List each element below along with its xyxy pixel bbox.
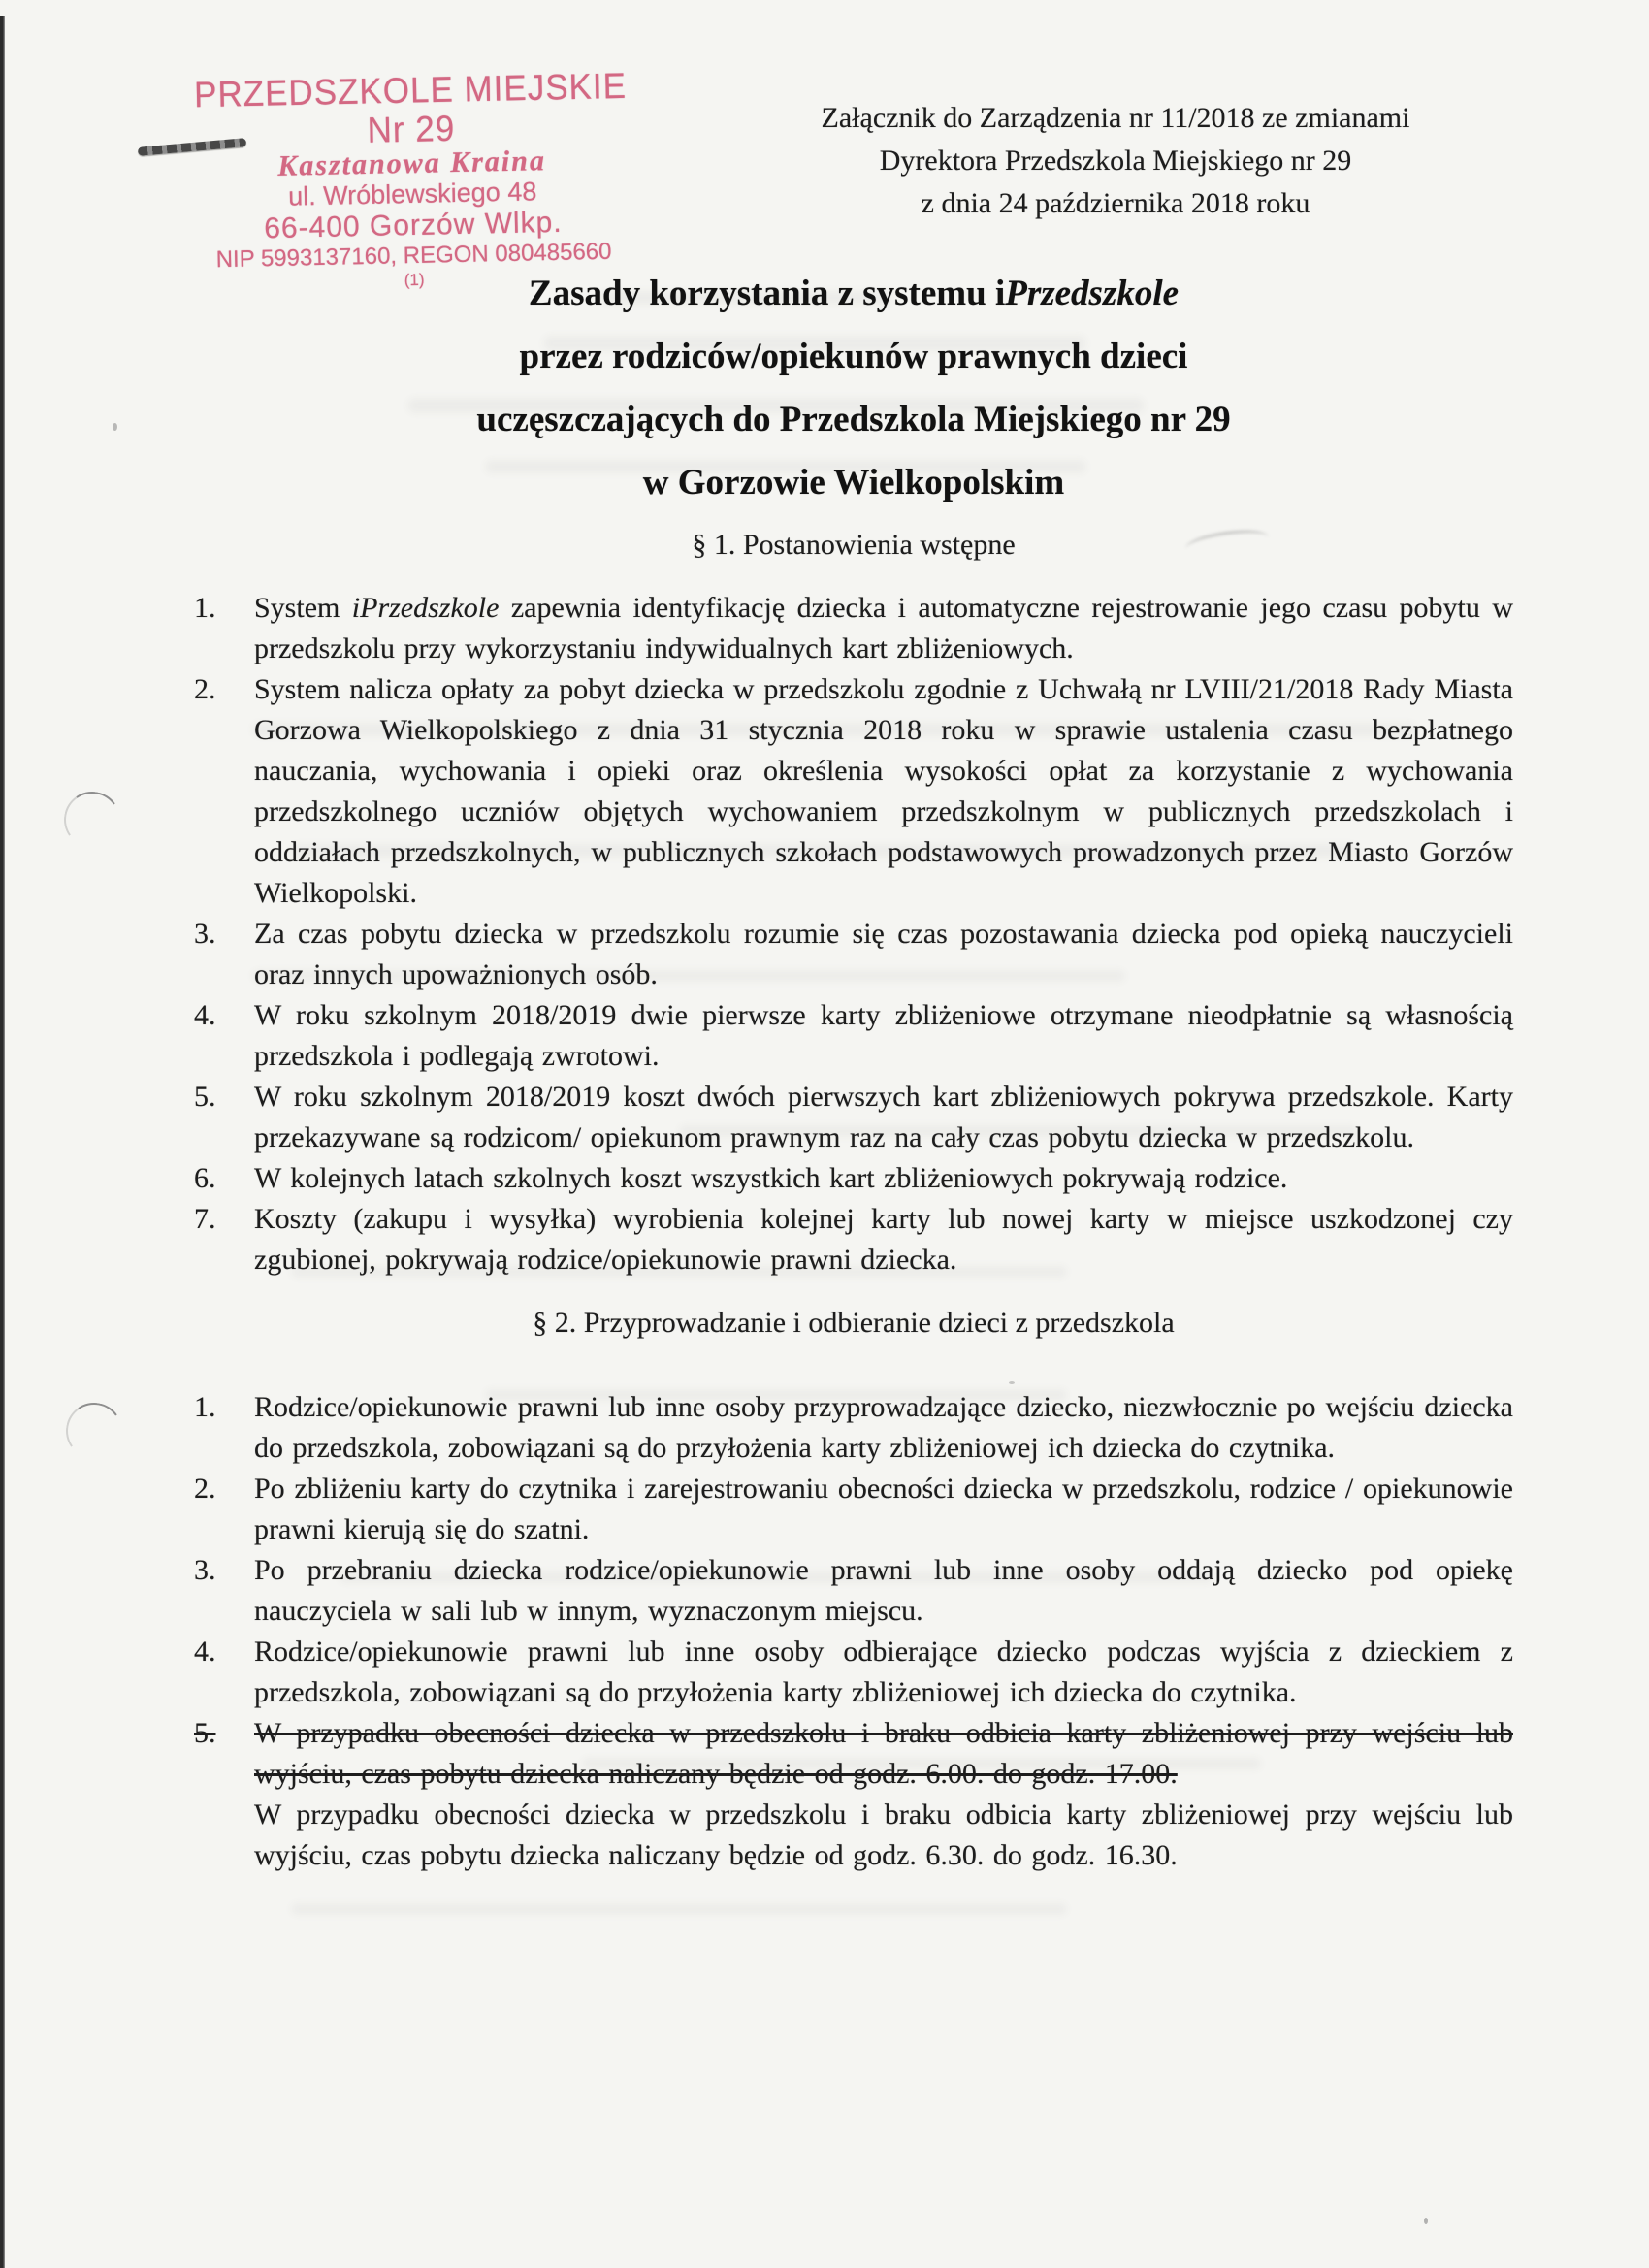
corrected-text: W przypadku obecności dziecka w przedszkolu i braku odbicia karty zbliżeniowej przy wejściu lub wyjściu, czas pobytu dziecka naliczany będzie od godz. 6.30. do godz. 16.30. xyxy=(254,1798,1513,1871)
list-item-number: 5. xyxy=(194,1081,216,1113)
scan-edge-artifact xyxy=(0,16,5,2268)
document-title-line: w Gorzowie Wielkopolskim xyxy=(642,463,1065,502)
attachment-reference xyxy=(776,97,1455,225)
document-title-line: uczęszczających do Przedszkola Miejskiego nr 29 xyxy=(476,400,1231,439)
list-item-text: System nalicza opłaty za pobyt dziecka w przedszkolu zgodnie z Uchwałą nr LVIII/21/2018 Rady Miasta Gorzowa Wielkopolskiego z dnia 31 stycznia 2018 roku w sprawie ustalenia czasu bezpłatnego nauczania, wychowania i opieki oraz określenia wysokości opłat za korzystanie z wychowania przedszkolnego uczniów objętych wychowaniem przedszkolnym w publicznych przedszkolach i oddziałach przedszkolnych, w publicznych szkołach podstawowych prowadzonych przez Miasto Gorzów Wielkopolski. xyxy=(254,673,1513,909)
attachment-line: Załącznik do Zarządzenia nr 11/2018 ze zmianami xyxy=(821,102,1410,134)
italic-system-name: iPrzedszkole xyxy=(351,592,500,624)
title-italic-word: Przedszkole xyxy=(1005,274,1180,313)
list-item-number: 7. xyxy=(194,1203,216,1235)
list-item xyxy=(194,1469,1513,1550)
list-item xyxy=(194,1550,1513,1632)
document-title-line: Zasady korzystania z systemu iPrzedszkole xyxy=(528,274,1180,313)
document-title-line: przez rodziców/opiekunów prawnych dzieci xyxy=(519,337,1188,376)
bleed-through-artifact xyxy=(291,1903,1067,1915)
list-item-number: 6. xyxy=(194,1162,216,1194)
list-item-text: W roku szkolnym 2018/2019 dwie pierwsze karty zbliżeniowe otrzymane nieodpłatnie są własnością przedszkola i podlegają zwrotowi. xyxy=(254,999,1513,1072)
document-body xyxy=(194,262,1513,1876)
list-item-number: 1. xyxy=(194,592,216,624)
struck-out-text: W przypadku obecności dziecka w przedszkolu i braku odbicia karty zbliżeniowej przy wejściu lub wyjściu, czas pobytu dziecka naliczany będzie od godz. 6.00. do godz. 17.00. xyxy=(254,1717,1513,1790)
list-item xyxy=(194,1077,1513,1158)
list-item-number: 4. xyxy=(194,1636,216,1668)
stamp-city: 66-400 Gorzów Wlkp. xyxy=(263,206,563,245)
section2-list xyxy=(194,1387,1513,1876)
stamp-footnote: (1) xyxy=(404,270,425,290)
section2-heading: § 2. Przyprowadzanie i odbieranie dzieci z przedszkola xyxy=(533,1307,1175,1339)
list-item-text: Koszty (zakupu i wysyłka) wyrobienia kolejnej karty lub nowej karty w miejsce uszkodzonej czy zgubionej, pokrywają rodzice/opiekunowie prawni dziecka. xyxy=(254,1203,1513,1276)
list-item xyxy=(194,588,1513,669)
list-item-number: 3. xyxy=(194,918,216,950)
list-item-text: Rodzice/opiekunowie prawni lub inne osoby odbierające dziecko podczas wyjścia z dzieckiem z przedszkola, zobowiązani są do przyłożenia karty zbliżeniowej ich dziecka do czytnika. xyxy=(254,1636,1513,1708)
stamp-school-motto: Kasztanowa Kraina xyxy=(276,145,547,182)
list-item-number-struck: 5. xyxy=(194,1717,216,1749)
list-item-text: Po zbliżeniu karty do czytnika i zarejestrowaniu obecności dziecka w przedszkolu, rodzice / opiekunowie prawni kierują się do szatni. xyxy=(254,1473,1513,1545)
list-item-number: 2. xyxy=(194,673,216,705)
ink-speck xyxy=(1424,2218,1428,2224)
stamp-nip-regon: NIP 5993137160, REGON 080485660 xyxy=(215,238,612,274)
list-item-number: 3. xyxy=(194,1554,216,1586)
stamp-street: ul. Wróblewskiego 48 xyxy=(287,177,537,211)
list-item-number: 4. xyxy=(194,999,216,1031)
list-item xyxy=(194,669,1513,914)
attachment-line: z dnia 24 października 2018 roku xyxy=(921,187,1310,219)
list-item-text: Po przebraniu dziecka rodzice/opiekunowie prawni lub inne osoby oddają dziecko pod opiekę nauczyciela w sali lub w innym, wyznaczonym miejscu. xyxy=(254,1554,1513,1627)
list-item-number: 1. xyxy=(194,1391,216,1423)
list-item xyxy=(194,995,1513,1077)
list-item xyxy=(194,914,1513,995)
list-item-text: System iPrzedszkole zapewnia identyfikację dziecka i automatyczne rejestrowanie jego czasu pobytu w przedszkolu przy wykorzystaniu indywidualnych kart zbliżeniowych. xyxy=(254,592,1513,664)
list-item xyxy=(194,1199,1513,1280)
list-item xyxy=(194,1158,1513,1199)
list-item-text: W roku szkolnym 2018/2019 koszt dwóch pierwszych kart zbliżeniowych pokrywa przedszkole. Karty przekazywane są rodzicom/ opiekunom prawnym raz na cały czas pobytu dziecka w przedszkolu. xyxy=(254,1081,1513,1153)
list-item xyxy=(194,1387,1513,1469)
ink-speck xyxy=(113,423,117,431)
section1-heading: § 1. Postanowienia wstępne xyxy=(692,529,1016,561)
list-item xyxy=(194,1632,1513,1713)
list-item-text: W kolejnych latach szkolnych koszt wszystkich kart zbliżeniowych pokrywają rodzice. xyxy=(254,1162,1288,1194)
list-item-number: 2. xyxy=(194,1473,216,1505)
stamp-school-name: PRZEDSZKOLE MIEJSKIE Nr 29 xyxy=(193,66,628,151)
list-item-text: Rodzice/opiekunowie prawni lub inne osoby przyprowadzające dziecko, niezwłocznie po wejściu dziecka do przedszkola, zobowiązani są do przyłożenia karty zbliżeniowej ich dziecka do czytnika. xyxy=(254,1391,1513,1464)
list-item-text: Za czas pobytu dziecka w przedszkolu rozumie się czas pozostawania dziecka pod opieką nauczycieli oraz innych upoważnionych osób. xyxy=(254,918,1513,990)
attachment-line: Dyrektora Przedszkola Miejskiego nr 29 xyxy=(879,145,1352,177)
hole-punch-mark xyxy=(59,787,124,852)
section1-list xyxy=(194,588,1513,1280)
hole-punch-mark xyxy=(61,1398,126,1463)
list-item-with-correction xyxy=(194,1713,1513,1876)
